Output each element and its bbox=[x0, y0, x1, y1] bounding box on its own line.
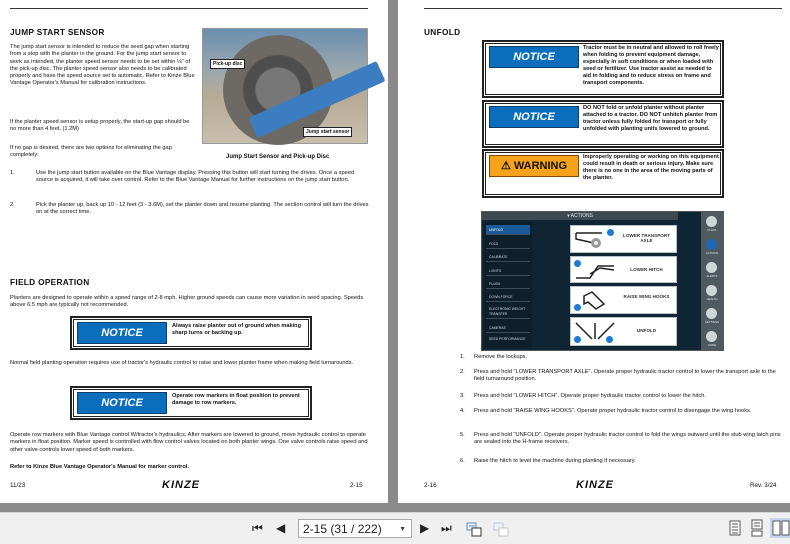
menu-item: CAMERAS bbox=[486, 323, 530, 333]
menu-item: DOWN FORCE bbox=[486, 292, 530, 302]
notice-text: Always raise planter out of ground when making sharp turns or backing up. bbox=[172, 323, 301, 336]
arrow-down-icon bbox=[606, 228, 615, 237]
refer-manual-paragraph: Refer to Kinze Blue Vantage Operator's Manual for marker control. bbox=[10, 464, 189, 470]
menu-item: CALIBRATE bbox=[486, 252, 530, 262]
step-number: 4. bbox=[460, 408, 465, 414]
row-markers-paragraph: Operate row markers with Blue Vantage control W/tractor's hydraulics. After markers are lowered to ground, move hydraulic control to operate markers in float position. Marker speed is controlled with flow control valves located on both planter wings. One valve controls raise speed and other valve controls lower speed of both markers. bbox=[10, 432, 368, 453]
model-name bbox=[424, 0, 466, 1]
notice-box-tractor-neutral bbox=[482, 40, 724, 98]
warning-box bbox=[482, 149, 724, 198]
notice-badge: NOTICE bbox=[489, 46, 579, 68]
arrow-up-icon bbox=[573, 303, 582, 312]
two-page-view-icon bbox=[772, 520, 790, 536]
action-card-unfold bbox=[570, 317, 677, 346]
health-icon bbox=[706, 285, 717, 296]
step-number: 5. bbox=[460, 432, 465, 438]
display-nav-rail bbox=[701, 212, 723, 350]
rail-label: HOME bbox=[707, 343, 717, 347]
warning-triangle-icon: ⚠ bbox=[500, 160, 511, 172]
rail-label: ACTIONS bbox=[705, 251, 719, 255]
menu-item: SEED PERFORMANCE bbox=[489, 337, 526, 341]
first-page-button[interactable]: ⏮ bbox=[252, 521, 263, 535]
step-number: 1. bbox=[460, 354, 465, 360]
step-text: Press and hold "LOWER TRANSPORT AXLE". Operate proper hydraulic tractor control to lower the transport axle to the field turnaround position. bbox=[474, 369, 776, 383]
go-back-view-icon[interactable] bbox=[466, 521, 482, 537]
warning-badge-label: WARNING bbox=[513, 160, 568, 172]
option-text: Pick the planter up, back up 10 - 12 feet (3 - 3.6M), set the planter down and resume planting. The section control will turn the drives on at the correct time. bbox=[36, 202, 369, 216]
label-pickup-disc: Pick-up disc bbox=[210, 59, 245, 69]
previous-page-button[interactable]: ◀ bbox=[276, 521, 286, 535]
doc-number bbox=[746, 0, 782, 1]
menu-item: UNFOLD bbox=[486, 225, 530, 235]
page-selector[interactable] bbox=[298, 519, 412, 538]
arrow-down-left-icon bbox=[573, 259, 582, 268]
notice-text: DO NOT fold or unfold planter without planter attached to a tractor. DO NOT unhitch planter from tractor unless fully folded for transport or fully unfolded with planting units lowered to ground. bbox=[583, 105, 718, 132]
continuous-page-view-icon[interactable] bbox=[751, 520, 763, 536]
page-selector-value: 2-15 (31 / 222) bbox=[303, 522, 382, 536]
rotate-right-icon bbox=[605, 335, 614, 344]
notice-box-sharp-turns bbox=[70, 316, 312, 350]
header-rule bbox=[424, 8, 782, 9]
field-operation-intro: Planters are designed to operate within a speed range of 2-8 mph. Higher ground speeds can cause more variation in seed spacing. Speeds above 6.5 mph are typically not recommended. bbox=[10, 295, 364, 309]
alerts-icon bbox=[706, 262, 717, 273]
step-text: Press and hold "LOWER HITCH". Operate proper hydraulic tractor control to lower the hitch. bbox=[474, 393, 706, 399]
next-page-button[interactable]: ▶ bbox=[420, 521, 430, 535]
rail-label: ALERTS bbox=[706, 274, 718, 278]
notice-box-attached-tractor bbox=[482, 100, 724, 148]
model-name bbox=[326, 0, 368, 1]
jump-start-options-intro: If no gap is desired, there are two options for eliminating the gap completely: bbox=[10, 145, 172, 159]
page-2-15 bbox=[0, 0, 388, 503]
option-number: 1. bbox=[10, 170, 15, 176]
home-icon bbox=[706, 331, 717, 342]
section-title-unfold: UNFOLD bbox=[424, 27, 461, 37]
section-title-field-operation: FIELD OPERATION bbox=[10, 277, 90, 287]
menu-item: LIGHTS bbox=[486, 266, 530, 276]
menu-item: FOLD bbox=[486, 239, 530, 249]
step-text: Raise the hitch to level the machine during planting if necessary. bbox=[474, 458, 636, 464]
notice-text: Tractor must be in neutral and allowed to roll freely when folding to prevent equipment damage, especially in soft conditions or when loaded with seed or fertilizer. Use tractor assist as needed to aid in folding and to reduce stress on frame and transport components. bbox=[583, 45, 719, 86]
action-card-raise-wing-hooks bbox=[570, 286, 677, 314]
footer-revision: Rev. 3/24 bbox=[750, 482, 777, 489]
turnarounds-paragraph: Normal field planting operation requires use of tractor's hydraulic control to raise and lower planter frame when making field turnarounds. bbox=[10, 360, 354, 366]
page-navigation-toolbar bbox=[0, 512, 790, 544]
notice-badge: NOTICE bbox=[77, 322, 167, 344]
jump-start-intro: The jump start sensor is intended to reduce the seed gap when starting from a stop with the planter in the ground. For the jump start sensor to work as intended, the planter speed sensor needs to be set within ⅛" of the pick-up disc. The planter speed sensor also needs to be calibrated properly and have the speed source set to automatic. Refer to Kinze Blue Vantage Operator's Manual for calibration instructions. bbox=[10, 44, 195, 87]
menu-item: ELECTRONIC WEIGHT TRANSFER bbox=[486, 305, 530, 319]
step-number: 3. bbox=[460, 393, 465, 399]
step-number: 2. bbox=[460, 369, 465, 375]
footer-page-number: 2-15 bbox=[350, 482, 363, 489]
action-card-lower-hitch bbox=[570, 256, 677, 283]
step-number: 6. bbox=[460, 458, 465, 464]
step-text: Remove the lockups. bbox=[474, 354, 528, 360]
notice-text: Operate row markers in float position to prevent damage to row markers. bbox=[172, 393, 300, 406]
footer-date: 11/23 bbox=[10, 482, 26, 489]
footer-page-number: 2-16 bbox=[424, 482, 437, 489]
rail-label: HEALTH bbox=[706, 297, 718, 301]
card-label: RAISE WING HOOKS bbox=[623, 294, 670, 299]
actions-menu bbox=[484, 222, 532, 348]
action-card-lower-transport-axle bbox=[570, 225, 677, 253]
last-page-button[interactable]: ⏭ bbox=[441, 521, 452, 535]
card-label: LOWER HITCH bbox=[630, 267, 663, 272]
card-label: UNFOLD bbox=[636, 328, 657, 333]
kinze-logo: KINZE bbox=[162, 479, 200, 491]
section-title-jump-start: JUMP START SENSOR bbox=[10, 27, 105, 37]
actions-header: ▾ ACTIONS bbox=[482, 212, 678, 220]
blue-vantage-display-image bbox=[481, 211, 724, 351]
step-text: Press and hold "UNFOLD". Operate proper hydraulic tractor control to fold the wings outward until the stub wing latch pins are sealed into the H-frame receivers. bbox=[474, 432, 781, 446]
option-text: Use the jump start button available on the Blue Vantage display. Pressing this button will start turning the drives. Once a speed source is acquired, it will take over control. Refer to the Blue Vantage Manual for further instructions on the jump start button. bbox=[36, 170, 355, 184]
chevron-down-icon[interactable]: ▼ bbox=[399, 526, 406, 533]
actions-icon bbox=[706, 239, 717, 250]
label-jump-start-sensor: Jump start sensor bbox=[303, 127, 352, 137]
notice-badge: NOTICE bbox=[77, 392, 167, 414]
single-page-view-icon[interactable] bbox=[729, 520, 741, 536]
notice-box-row-markers bbox=[70, 386, 312, 420]
rotate-left-icon bbox=[573, 335, 582, 344]
rail-label: PLANT bbox=[707, 228, 717, 232]
go-forward-view-icon[interactable] bbox=[493, 521, 509, 537]
two-page-view-button-active[interactable] bbox=[770, 518, 790, 538]
doc-number bbox=[10, 0, 46, 1]
settings-icon bbox=[706, 308, 717, 319]
notice-badge: NOTICE bbox=[489, 106, 579, 128]
card-label: LOWER TRANSPORT AXLE bbox=[623, 233, 670, 243]
rail-label: SETTINGS bbox=[705, 320, 719, 324]
plant-icon bbox=[706, 216, 717, 227]
warning-text: Improperly operating or working on this equipment could result in death or serious injury. Make sure there is no one in the area of the moving parts of the planter. bbox=[583, 154, 719, 181]
option-number: 2. bbox=[10, 202, 15, 208]
step-text: Press and hold "RAISE WING HOOKS". Operate proper hydraulic tractor control to disengage the wing hooks. bbox=[474, 408, 752, 414]
kinze-logo: KINZE bbox=[576, 479, 614, 491]
header-rule bbox=[10, 8, 368, 9]
jump-start-photo bbox=[202, 28, 368, 144]
jump-start-gap: If the planter speed sensor is setup properly, the start-up gap should be no more than 4 feet. (1.2M) bbox=[10, 119, 190, 133]
photo-caption: Jump Start Sensor and Pick-up Disc bbox=[226, 154, 330, 160]
warning-badge bbox=[489, 155, 579, 177]
menu-item: FLUSH bbox=[486, 279, 530, 289]
